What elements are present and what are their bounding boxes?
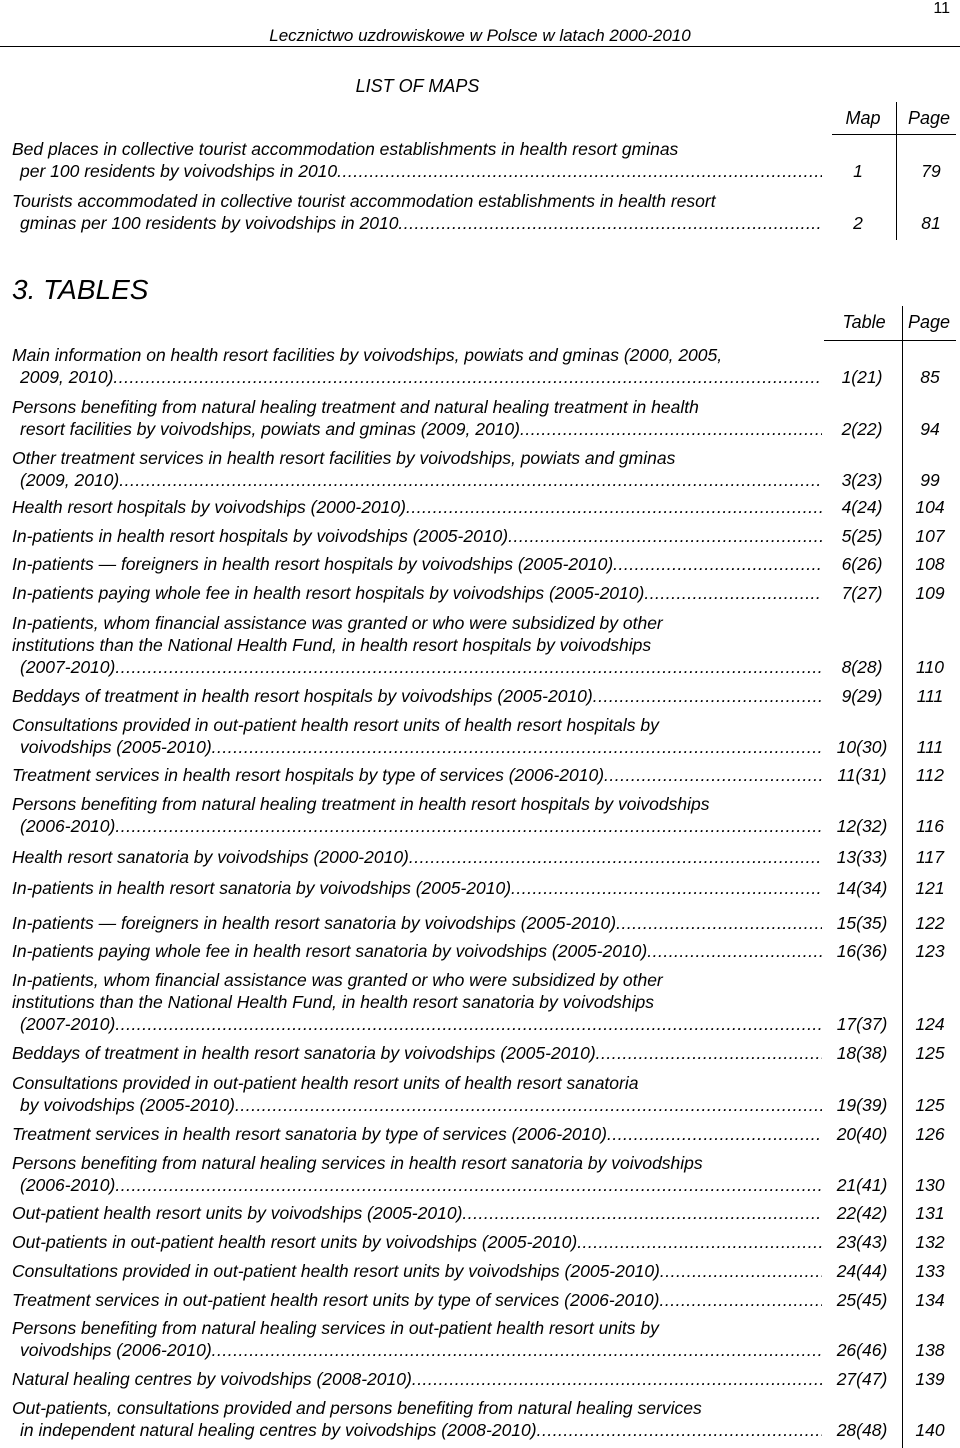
dot-leader	[616, 912, 822, 934]
table-entry-leader-line	[12, 553, 822, 575]
table-entry-leader-line	[12, 846, 822, 868]
table-entry	[12, 969, 822, 1035]
table-entry-title: institutions than the National Health Fund, in health resort hospitals by voivodships	[12, 635, 652, 655]
table-entry-title: Main information on health resort facilities by voivodships, powiats and gminas (2000, 2005,	[12, 345, 723, 365]
table-entry	[12, 1260, 822, 1282]
table-entry-title-cont: Health resort hospitals by voivodships (2000-2010)	[12, 497, 406, 517]
map-page: 79	[921, 161, 941, 181]
table-entry-leader-line	[12, 1368, 822, 1390]
table-entry-leader-line	[12, 912, 822, 934]
table-number: 3(23)	[841, 470, 883, 490]
table-number: 20(40)	[836, 1124, 888, 1144]
table-entry	[12, 877, 822, 899]
dot-leader	[398, 212, 822, 234]
dot-leader	[412, 1368, 822, 1390]
dot-leader	[115, 656, 822, 678]
table-entry	[12, 764, 822, 786]
table-number: 28(48)	[836, 1420, 888, 1440]
table-page: 140	[915, 1420, 945, 1440]
dot-leader	[577, 1231, 822, 1253]
table-number: 25(45)	[836, 1290, 888, 1310]
table-entry-title-cont: In-patients paying whole fee in health resort hospitals by voivodships (2005-2010)	[12, 583, 645, 603]
table-entry-title-cont: Beddays of treatment in health resort hospitals by voivodships (2005-2010)	[12, 686, 593, 706]
table-page: 121	[915, 878, 945, 898]
dot-leader	[607, 1123, 822, 1145]
table-entry	[12, 940, 822, 962]
table-entry-title: Persons benefiting from natural healing treatment in health resort hospitals by voivodships	[12, 794, 710, 814]
table-page: 94	[920, 419, 940, 439]
table-number: 7(27)	[841, 583, 883, 603]
table-entry-leader-line	[12, 764, 822, 786]
table-entry-title-cont: In-patients paying whole fee in health resort sanatoria by voivodships (2005-2010)	[12, 941, 648, 961]
maps-col-map: Map	[845, 108, 881, 128]
table-entry-title-cont: by voivodships (2005-2010)	[20, 1095, 235, 1115]
map-entry-leader-line	[12, 160, 822, 182]
table-entry-title-cont: Treatment services in health resort hospitals by type of services (2006-2010)	[12, 765, 605, 785]
table-entry-leader-line	[12, 1123, 822, 1145]
table-entry	[12, 1202, 822, 1224]
table-entry	[12, 912, 822, 934]
dot-leader	[115, 1013, 822, 1035]
table-entry-title: Consultations provided in out-patient health resort units of health resort sanatoria	[12, 1073, 639, 1093]
table-number: 23(43)	[836, 1232, 888, 1252]
table-entry-title-cont: voivodships (2005-2010)	[20, 737, 212, 757]
dot-leader	[212, 1339, 822, 1361]
table-entry-title: Out-patients, consultations provided and persons benefiting from natural healing services	[12, 1398, 702, 1418]
running-header: Lecznictwo uzdrowiskowe w Polsce w latach 2000-2010	[269, 26, 691, 45]
table-page: 133	[915, 1261, 945, 1281]
table-number: 4(24)	[841, 497, 883, 517]
table-entry	[12, 612, 822, 678]
table-page: 125	[915, 1043, 945, 1063]
table-entry-leader-line	[12, 1042, 822, 1064]
table-entry-title-cont: In-patients — foreigners in health resort sanatoria by voivodships (2005-2010)	[12, 913, 617, 933]
table-number: 18(38)	[836, 1043, 888, 1063]
table-entry-leader-line	[12, 1013, 822, 1035]
maps-col-page: Page	[907, 108, 951, 128]
table-entry-title-cont: (2006-2010)	[20, 1175, 116, 1195]
table-entry	[12, 447, 822, 491]
table-page: 111	[916, 737, 944, 757]
table-entry-leader-line	[12, 1094, 822, 1116]
table-entry-title-cont: voivodships (2006-2010)	[20, 1340, 212, 1360]
map-number: 2	[853, 213, 863, 233]
table-entry-leader-line	[12, 469, 822, 491]
table-page: 134	[915, 1290, 945, 1310]
table-number: 16(36)	[836, 941, 888, 961]
table-entry-title-cont: In-patients in health resort hospitals by voivodships (2005-2010)	[12, 526, 509, 546]
table-page: 138	[915, 1340, 945, 1360]
table-entry-title: In-patients, whom financial assistance was granted or who were subsidized by other	[12, 613, 663, 633]
table-entry	[12, 1317, 822, 1361]
table-entry-title-cont: (2007-2010)	[20, 657, 116, 677]
table-entry-title: Persons benefiting from natural healing services in health resort sanatoria by voivodships	[12, 1153, 703, 1173]
maps-title: LIST OF MAPS	[355, 76, 480, 96]
table-entry-title-cont: resort facilities by voivodships, powiats and gminas (2009, 2010)	[20, 419, 520, 439]
dot-leader	[406, 496, 822, 518]
dot-leader	[115, 1174, 822, 1196]
table-page: 85	[920, 367, 940, 387]
dot-leader	[119, 469, 822, 491]
table-number: 17(37)	[836, 1014, 888, 1034]
table-entry-leader-line	[12, 1202, 822, 1224]
table-entry	[12, 846, 822, 868]
table-entry-title-cont: (2007-2010)	[20, 1014, 116, 1034]
table-page: 107	[915, 526, 945, 546]
table-entry-leader-line	[12, 525, 822, 547]
map-entry-title: Tourists accommodated in collective tourist accommodation establishments in health resort	[12, 191, 716, 211]
table-number: 13(33)	[836, 847, 888, 867]
table-page: 99	[920, 470, 940, 490]
table-entry-leader-line	[12, 1339, 822, 1361]
table-entry-title-cont: In-patients in health resort sanatoria by voivodships (2005-2010)	[12, 878, 512, 898]
dot-leader	[593, 685, 822, 707]
table-entry-leader-line	[12, 685, 822, 707]
page-number: 11	[933, 0, 950, 17]
table-entry-title: Other treatment services in health resort facilities by voivodships, powiats and gminas	[12, 448, 676, 468]
table-entry-title-cont: in independent natural healing centres by voivodships (2008-2010)	[20, 1420, 537, 1440]
table-page: 131	[915, 1203, 945, 1223]
map-entry	[12, 190, 822, 234]
table-entry-leader-line	[12, 656, 822, 678]
map-entry	[12, 138, 822, 182]
table-number: 15(35)	[836, 913, 888, 933]
tables-col-page: Page	[907, 312, 951, 332]
table-number: 8(28)	[841, 657, 883, 677]
table-entry-leader-line	[12, 1174, 822, 1196]
table-entry-leader-line	[12, 1289, 822, 1311]
table-entry	[12, 1123, 822, 1145]
table-entry-leader-line	[12, 366, 822, 388]
tables-column-divider	[902, 306, 903, 1448]
table-entry	[12, 1072, 822, 1116]
table-entry-title-cont: Out-patient health resort units by voivodships (2005-2010)	[12, 1203, 463, 1223]
table-entry	[12, 685, 822, 707]
table-entry-title-cont: Consultations provided in out-patient health resort units by voivodships (2005-2010)	[12, 1261, 660, 1281]
table-page: 104	[915, 497, 945, 517]
map-entry-title-cont: gminas per 100 residents by voivodships in 2010	[20, 213, 399, 233]
table-page: 112	[916, 765, 944, 785]
table-entry	[12, 525, 822, 547]
table-entry-leader-line	[12, 418, 822, 440]
table-entry	[12, 793, 822, 837]
table-page: 126	[915, 1124, 945, 1144]
table-page: 130	[915, 1175, 945, 1195]
table-number: 1(21)	[841, 367, 883, 387]
table-entry-title-cont: Beddays of treatment in health resort sanatoria by voivodships (2005-2010)	[12, 1043, 596, 1063]
dot-leader	[212, 736, 822, 758]
dot-leader	[644, 582, 822, 604]
header-rule	[0, 46, 960, 47]
table-page: 111	[916, 686, 944, 706]
table-number: 14(34)	[836, 878, 888, 898]
table-number: 10(30)	[836, 737, 888, 757]
dot-leader	[660, 1260, 822, 1282]
table-page: 125	[915, 1095, 945, 1115]
table-page: 132	[915, 1232, 945, 1252]
dot-leader	[647, 940, 822, 962]
table-number: 26(46)	[836, 1340, 888, 1360]
table-number: 21(41)	[836, 1175, 888, 1195]
dot-leader	[462, 1202, 822, 1224]
table-entry	[12, 344, 822, 388]
table-entry-title-cont: Treatment services in health resort sanatoria by type of services (2006-2010)	[12, 1124, 607, 1144]
dot-leader	[613, 553, 822, 575]
table-entry	[12, 1397, 822, 1441]
map-entry-title-cont: per 100 residents by voivodships in 2010	[20, 161, 338, 181]
table-entry-leader-line	[12, 1419, 822, 1441]
dot-leader	[409, 846, 822, 868]
table-page: 117	[916, 847, 944, 867]
maps-column-divider	[896, 102, 897, 240]
dot-leader	[337, 160, 822, 182]
table-entry	[12, 1368, 822, 1390]
table-entry-leader-line	[12, 496, 822, 518]
table-entry-title: Consultations provided in out-patient health resort units of health resort hospitals by	[12, 715, 659, 735]
table-number: 5(25)	[841, 526, 883, 546]
table-number: 11(31)	[837, 765, 887, 785]
table-entry	[12, 1289, 822, 1311]
map-number: 1	[853, 161, 863, 181]
table-entry	[12, 496, 822, 518]
table-number: 19(39)	[836, 1095, 888, 1115]
dot-leader	[537, 1419, 822, 1441]
map-entry-leader-line	[12, 212, 822, 234]
table-entry-title-cont: Health resort sanatoria by voivodships (2000-2010)	[12, 847, 409, 867]
map-entry-title: Bed places in collective tourist accommodation establishments in health resort gminas	[12, 139, 679, 159]
dot-leader	[508, 525, 822, 547]
map-page: 81	[921, 213, 941, 233]
table-entry-leader-line	[12, 1231, 822, 1253]
table-entry-title-cont: Out-patients in out-patient health resort units by voivodships (2005-2010)	[12, 1232, 578, 1252]
tables-header-rule	[824, 340, 956, 341]
table-entry	[12, 582, 822, 604]
dot-leader	[511, 877, 822, 899]
table-number: 22(42)	[836, 1203, 888, 1223]
table-number: 9(29)	[841, 686, 883, 706]
table-entry	[12, 1231, 822, 1253]
table-entry-title: Persons benefiting from natural healing services in out-patient health resort units by	[12, 1318, 659, 1338]
dot-leader	[660, 1289, 823, 1311]
table-entry-title: institutions than the National Health Fund, in health resort sanatoria by voivodships	[12, 992, 655, 1012]
tables-title: 3. TABLES	[12, 274, 149, 305]
table-page: 122	[915, 913, 945, 933]
table-entry-title-cont: In-patients — foreigners in health resort hospitals by voivodships (2005-2010)	[12, 554, 614, 574]
table-entry-title-cont: (2009, 2010)	[20, 470, 120, 490]
table-page: 110	[916, 657, 944, 677]
maps-header-rule	[832, 134, 956, 135]
table-page: 123	[915, 941, 945, 961]
table-entry-leader-line	[12, 940, 822, 962]
table-number: 12(32)	[836, 816, 888, 836]
dot-leader	[604, 764, 822, 786]
table-number: 24(44)	[836, 1261, 888, 1281]
table-entry	[12, 553, 822, 575]
table-page: 108	[915, 554, 945, 574]
table-entry	[12, 1042, 822, 1064]
table-page: 116	[916, 816, 944, 836]
table-page: 139	[915, 1369, 945, 1389]
table-number: 2(22)	[841, 419, 883, 439]
dot-leader	[235, 1094, 822, 1116]
tables-col-table: Table	[842, 312, 886, 332]
table-entry-leader-line	[12, 815, 822, 837]
table-entry-title-cont: 2009, 2010)	[20, 367, 114, 387]
table-entry-title: In-patients, whom financial assistance was granted or who were subsidized by other	[12, 970, 663, 990]
table-entry	[12, 1152, 822, 1196]
table-entry-leader-line	[12, 1260, 822, 1282]
table-page: 109	[915, 583, 945, 603]
table-entry	[12, 714, 822, 758]
dot-leader	[113, 366, 822, 388]
table-entry-leader-line	[12, 736, 822, 758]
table-entry-title-cont: Natural healing centres by voivodships (2008-2010)	[12, 1369, 412, 1389]
table-entry-leader-line	[12, 582, 822, 604]
table-entry-title: Persons benefiting from natural healing treatment and natural healing treatment in health	[12, 397, 699, 417]
table-number: 27(47)	[836, 1369, 888, 1389]
table-entry	[12, 396, 822, 440]
table-entry-title-cont: Treatment services in out-patient health resort units by type of services (2006-2010)	[12, 1290, 660, 1310]
dot-leader	[520, 418, 822, 440]
dot-leader	[596, 1042, 822, 1064]
table-entry-leader-line	[12, 877, 822, 899]
table-number: 6(26)	[841, 554, 883, 574]
table-page: 124	[915, 1014, 945, 1034]
dot-leader	[115, 815, 822, 837]
table-entry-title-cont: (2006-2010)	[20, 816, 116, 836]
